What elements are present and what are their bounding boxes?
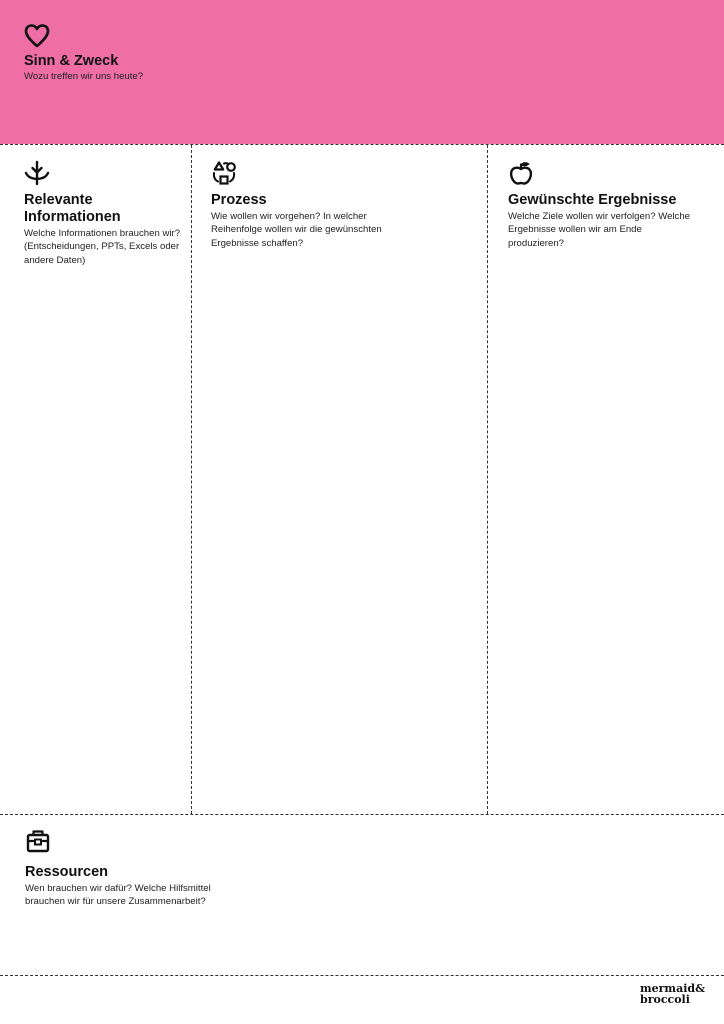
purpose-section [24, 23, 424, 83]
toolbox-icon [25, 828, 51, 854]
shapes-cycle-icon [211, 160, 237, 186]
resources-title: Ressourcen [25, 864, 109, 880]
divider-right-column [487, 145, 488, 814]
purpose-description: Wozu treffen wir uns heute? [24, 71, 144, 82]
heart-icon [24, 23, 50, 49]
information-title: Relevante Informationen [24, 192, 121, 225]
process-description: Wie wollen wir vorgehen? In welcher Reihenfolge wollen wir die gewünschten Ergebnisse schaffen? [211, 211, 382, 249]
process-section [211, 160, 411, 250]
information-section [24, 160, 184, 267]
information-description: Welche Informationen brauchen wir? (Entscheidungen, PPTs, Excels oder andere Daten) [24, 228, 181, 266]
resources-section [25, 828, 245, 909]
results-title: Gewünschte Ergebnisse [508, 192, 677, 208]
divider-bottom [0, 975, 724, 976]
divider-top [0, 144, 724, 145]
process-title: Prozess [211, 192, 267, 208]
results-section [508, 160, 708, 250]
brand-logo [640, 984, 705, 1005]
logo-line-2: broccoli [640, 992, 690, 1006]
divider-left-column [191, 145, 192, 814]
tree-roots-icon [24, 160, 50, 186]
purpose-title: Sinn & Zweck [24, 53, 119, 69]
fruit-icon [508, 160, 534, 186]
resources-description: Wen brauchen wir dafür? Welche Hilfsmittel brauchen wir für unsere Zusammenarbeit? [25, 883, 211, 908]
results-description: Welche Ziele wollen wir verfolgen? Welche Ergebnisse wollen wir am Ende produzieren? [508, 211, 691, 249]
logo-line-1: mermaid& [640, 982, 706, 995]
divider-middle [0, 814, 724, 815]
